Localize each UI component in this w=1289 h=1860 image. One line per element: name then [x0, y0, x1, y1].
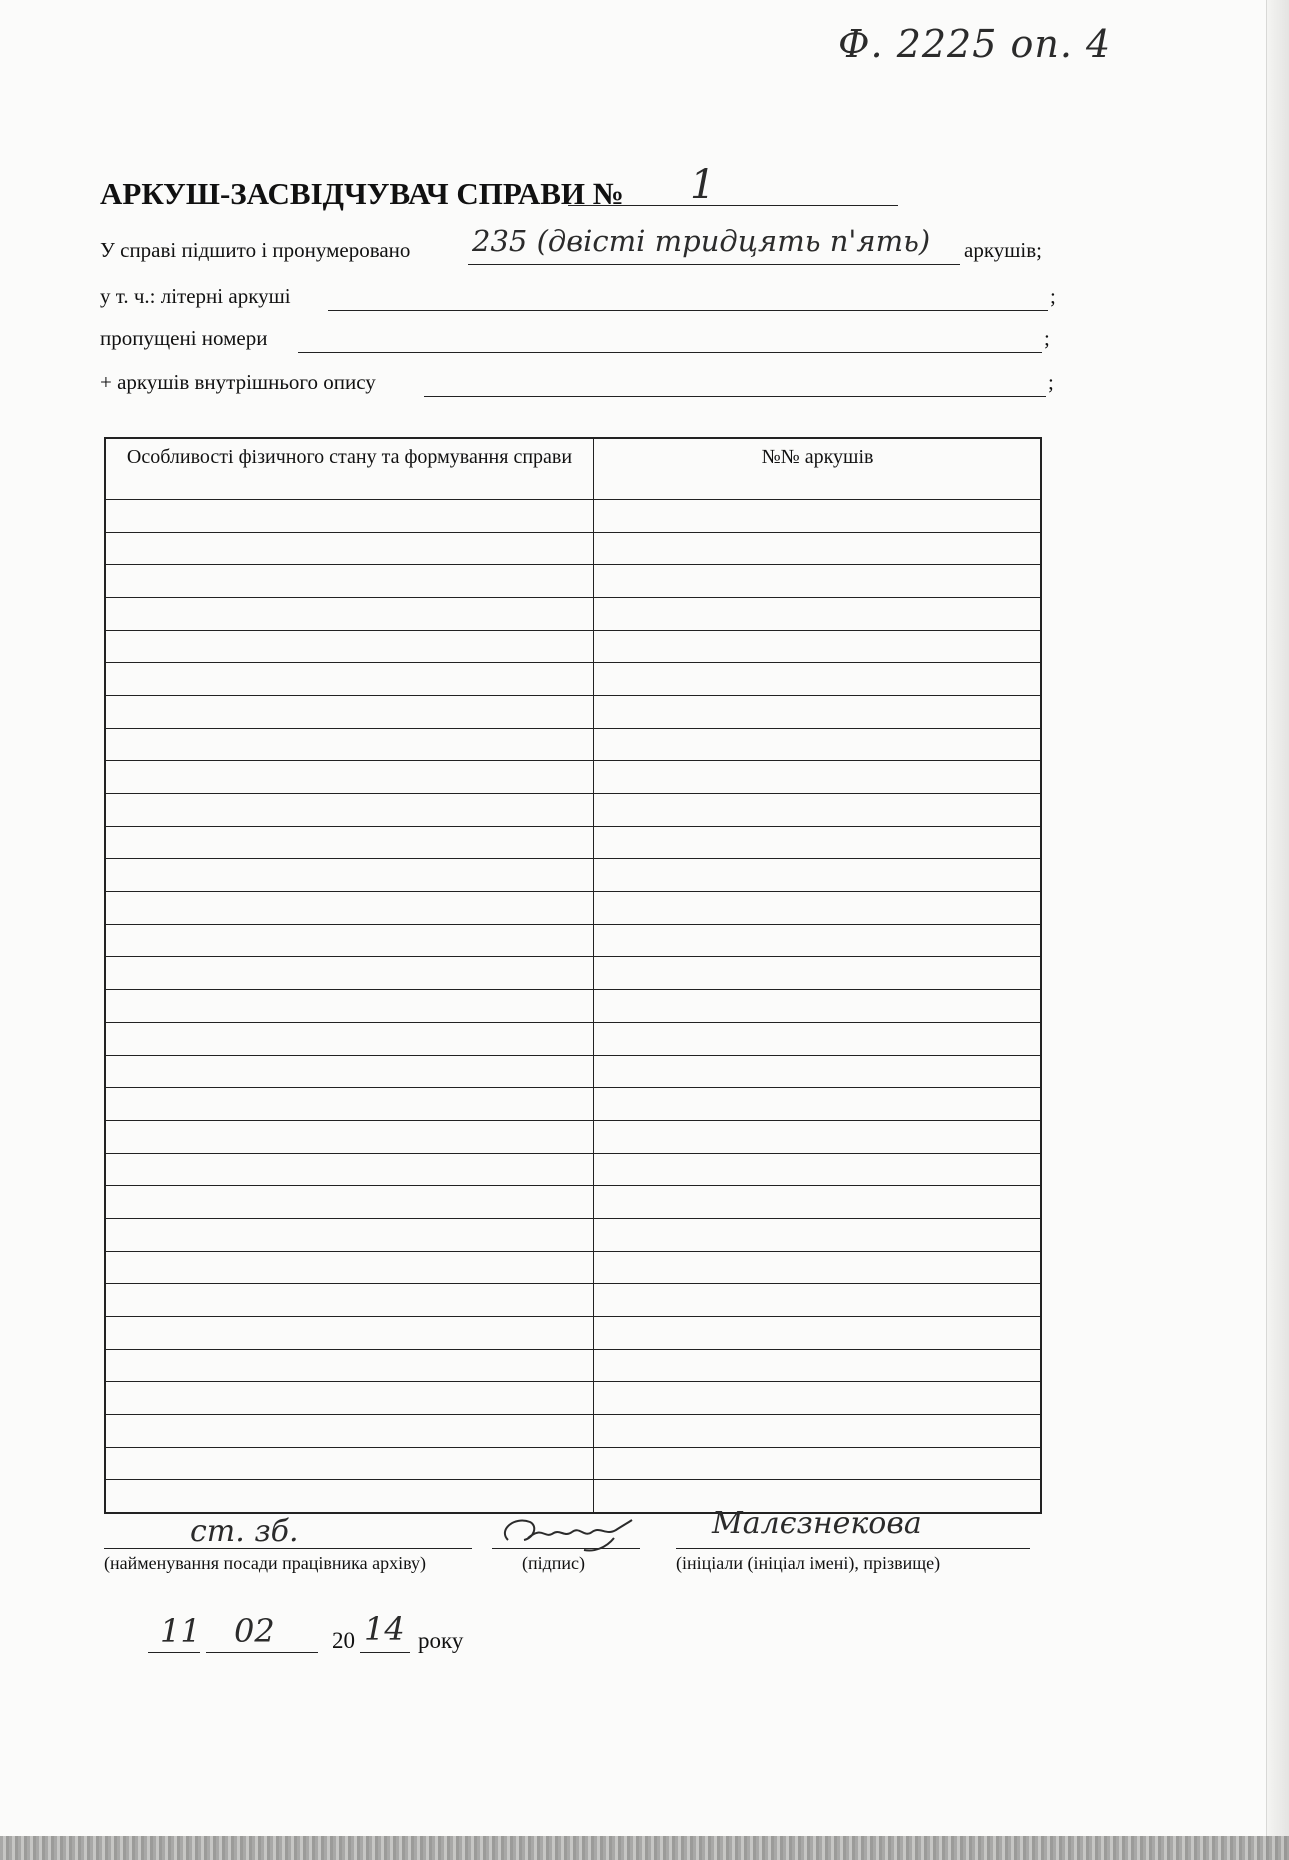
letter-sheets-line [328, 310, 1048, 311]
table-row-line [106, 1185, 1040, 1186]
position-caption: (найменування посади працівника архіву) [104, 1553, 426, 1573]
table-row-line [106, 662, 1040, 663]
table-row-line [106, 1120, 1040, 1121]
table-row-line [106, 1381, 1040, 1382]
page-edge [1266, 0, 1289, 1860]
table-row-line [106, 1251, 1040, 1252]
date-word: року [418, 1628, 464, 1653]
scan-edge [0, 1836, 1289, 1860]
table-row-line [106, 858, 1040, 859]
page-title: АРКУШ-ЗАСВІДЧУВАЧ СПРАВИ № [100, 176, 624, 211]
table-row-line [106, 1153, 1040, 1154]
name-caption: (ініціали (ініціал імені), прізвище) [676, 1553, 941, 1573]
table-row-line [106, 630, 1040, 631]
table-header-sheet-numbers: №№ аркушів [761, 446, 874, 468]
date-month: 02 [234, 1612, 275, 1650]
table-row-line [106, 989, 1040, 990]
signature-scribble [494, 1508, 644, 1554]
day-line [148, 1652, 200, 1653]
date-day: 11 [160, 1612, 201, 1650]
inventory-sheets-suffix: ; [1048, 370, 1054, 394]
table-row-line [106, 1283, 1040, 1284]
month-line [206, 1652, 318, 1653]
signature-caption: (підпис) [522, 1553, 586, 1573]
case-number-line [568, 205, 898, 206]
sheets-count-suffix: аркушів; [964, 238, 1042, 262]
table-row-line [106, 1218, 1040, 1219]
sheets-count-line [468, 264, 960, 265]
table-row-line [106, 956, 1040, 957]
year-line [360, 1652, 410, 1653]
table-row-line [106, 1447, 1040, 1448]
table-row-line [106, 793, 1040, 794]
table-row-line [106, 1479, 1040, 1480]
name-value: Малєзнекова [712, 1506, 922, 1541]
inventory-sheets-row [100, 370, 1054, 400]
table-header-condition: Особливості фізичного стану та формування справи [126, 446, 573, 468]
condition-table [104, 437, 1042, 1514]
inventory-sheets-line [424, 396, 1046, 397]
letter-sheets-label: у т. ч.: літерні аркуші [100, 284, 291, 308]
missing-numbers-row [100, 326, 1050, 356]
table-row-line [106, 1349, 1040, 1350]
sheets-count-value: 235 (двісті тридцять п'ять) [472, 224, 931, 258]
table-row-line [106, 728, 1040, 729]
table-row-line [106, 499, 1040, 500]
missing-numbers-suffix: ; [1044, 326, 1050, 350]
table-row-line [106, 1414, 1040, 1415]
table-row-line [106, 695, 1040, 696]
table-row-line [106, 1055, 1040, 1056]
case-number: 1 [690, 162, 716, 208]
table-row-line [106, 760, 1040, 761]
missing-numbers-line [298, 352, 1042, 353]
table-row-line [106, 891, 1040, 892]
archive-reference: Ф. 2225 оп. 4 [838, 22, 1112, 66]
date-year-prefix: 20 [332, 1628, 355, 1653]
table-row-line [106, 1087, 1040, 1088]
table-row-line [106, 1022, 1040, 1023]
table-row-line [106, 826, 1040, 827]
letter-sheets-suffix: ; [1050, 284, 1056, 308]
table-row-line [106, 597, 1040, 598]
name-line [676, 1548, 1030, 1549]
sheets-count-row [100, 224, 1050, 268]
table-column-divider [593, 439, 594, 1512]
sheets-count-label: У справі підшито і пронумеровано [100, 238, 411, 262]
missing-numbers-label: пропущені номери [100, 326, 268, 350]
table-row-line [106, 532, 1040, 533]
table-row-line [106, 564, 1040, 565]
position-value: ст. зб. [190, 1514, 299, 1549]
table-row-line [106, 1316, 1040, 1317]
inventory-sheets-label: + аркушів внутрішнього опису [100, 370, 376, 394]
date-year-suffix: 14 [364, 1610, 405, 1648]
letter-sheets-row [100, 284, 1056, 314]
table-row-line [106, 924, 1040, 925]
